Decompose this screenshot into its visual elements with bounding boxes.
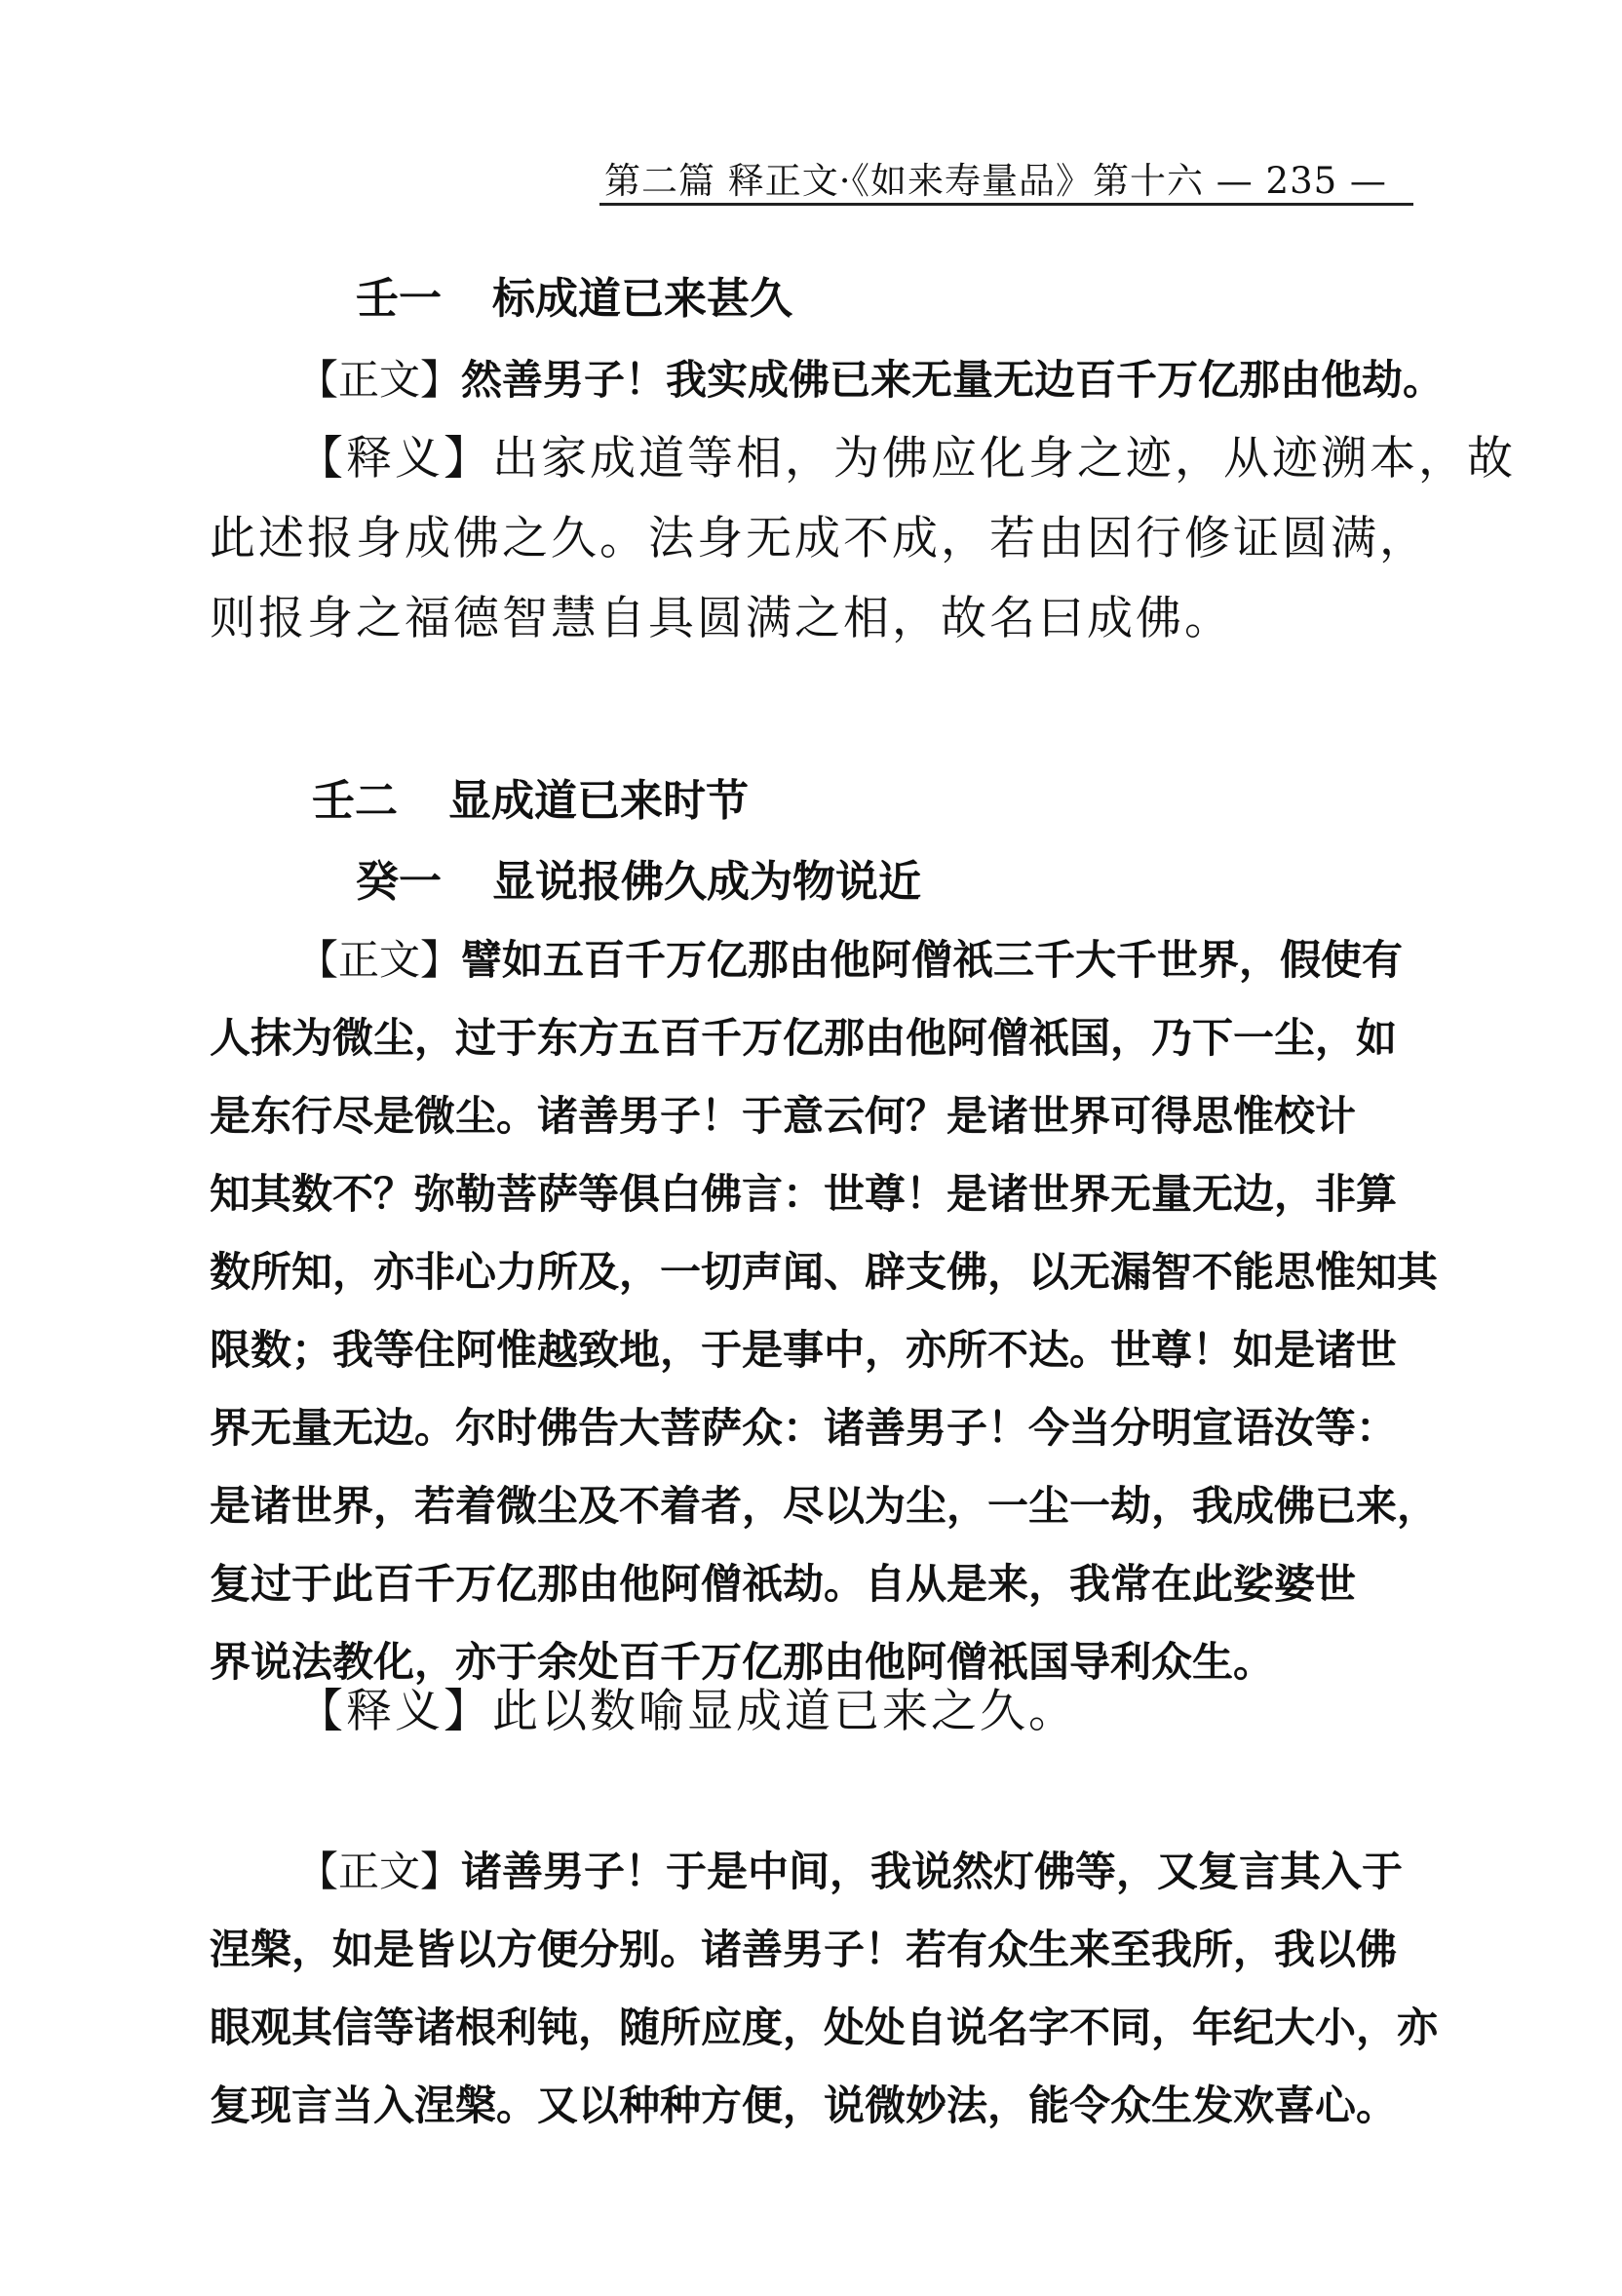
paragraph-line: 是东行尽是微尘。诸善男子！于意云何？是诸世界可得思惟校计 [210,1092,1357,1140]
scripture-tag: 【正文】 [297,356,462,404]
commentary-tag: 【释义】 [297,1685,492,1738]
paragraph-line: 此述报身成佛之久。法身无成不成，若由因行修证圆满， [210,512,1428,565]
paragraph-line: 复过于此百千万亿那由他阿僧祇劫。自从是来，我常在此娑婆世 [210,1560,1357,1608]
section-title: 显成道已来时节 [448,776,749,826]
paragraph-scripture-3 [210,1833,1439,2145]
paragraph-line: 知其数不？弥勒菩萨等俱白佛言：世尊！是诸世界无量无边，非算 [210,1170,1398,1218]
section-number: 癸一 [356,857,442,907]
section-heading-2 [312,765,749,828]
section-title: 标成道已来甚久 [492,274,792,324]
section-heading-3 [356,846,921,909]
paragraph-line: 涅槃，如是皆以方便分别。诸善男子！若有众生来至我所，我以佛 [210,1926,1398,1973]
scripture-tag: 【正文】 [297,936,462,984]
paragraph-line: 复现言当入涅槃。又以种种方便，说微妙法，能令众生发欢喜心。 [210,2082,1398,2129]
paragraph-commentary-2 [210,1672,1413,1752]
paragraph-line: 则报身之福德智慧自具圆满之相，故名曰成佛。 [210,592,1233,645]
paragraph-line: 限数；我等住阿惟越致地，于是事中，亦所不达。世尊！如是诸世 [210,1326,1398,1374]
header-rule [599,203,1413,206]
paragraph-line: 界说法教化，亦于余处百千万亿那由他阿僧祇国导利众生。 [210,1638,1275,1686]
paragraph-scripture-1 [210,341,1445,419]
paragraph-commentary-1 [210,419,1516,659]
paragraph-line: 【正文】诸善男子！于是中间，我说然灯佛等，又复言其入于 [297,1848,1404,1895]
paragraph-line: 人抹为微尘，过于东方五百千万亿那由他阿僧祇国，乃下一尘，如 [210,1014,1398,1062]
paragraph-line: 【正文】然善男子！我实成佛已来无量无边百千万亿那由他劫。 [297,356,1445,404]
scripture-tag: 【正文】 [297,1848,462,1895]
commentary-tag: 【释义】 [297,432,492,486]
section-number: 壬一 [356,274,442,324]
paragraph-line: 数所知，亦非心力所及，一切声闻、辟支佛，以无漏智不能思惟知其 [210,1248,1439,1296]
section-heading-1 [356,263,792,326]
paragraph-line: 【释义】出家成道等相，为佛应化身之迹，从迹溯本，故 [297,432,1516,486]
section-number: 壬二 [312,776,398,826]
paragraph-line: 眼观其信等诸根利钝，随所应度，处处自说名字不同，年纪大小，亦 [210,2004,1439,2051]
paragraph-line: 【正文】譬如五百千万亿那由他阿僧祇三千大千世界，假使有 [297,936,1404,984]
paragraph-line: 【释义】此以数喻显成道已来之久。 [297,1685,1077,1738]
running-header: 第二篇 释正文·《如来寿量品》第十六 — 235 — [604,160,1387,202]
paragraph-scripture-2 [210,921,1439,1701]
paragraph-line: 是诸世界，若着微尘及不着者，尽以为尘，一尘一劫，我成佛已来， [210,1482,1439,1530]
section-title: 显说报佛久成为物说近 [492,857,921,907]
paragraph-line: 界无量无边。尔时佛告大菩萨众：诸善男子！今当分明宣语汝等： [210,1404,1398,1452]
